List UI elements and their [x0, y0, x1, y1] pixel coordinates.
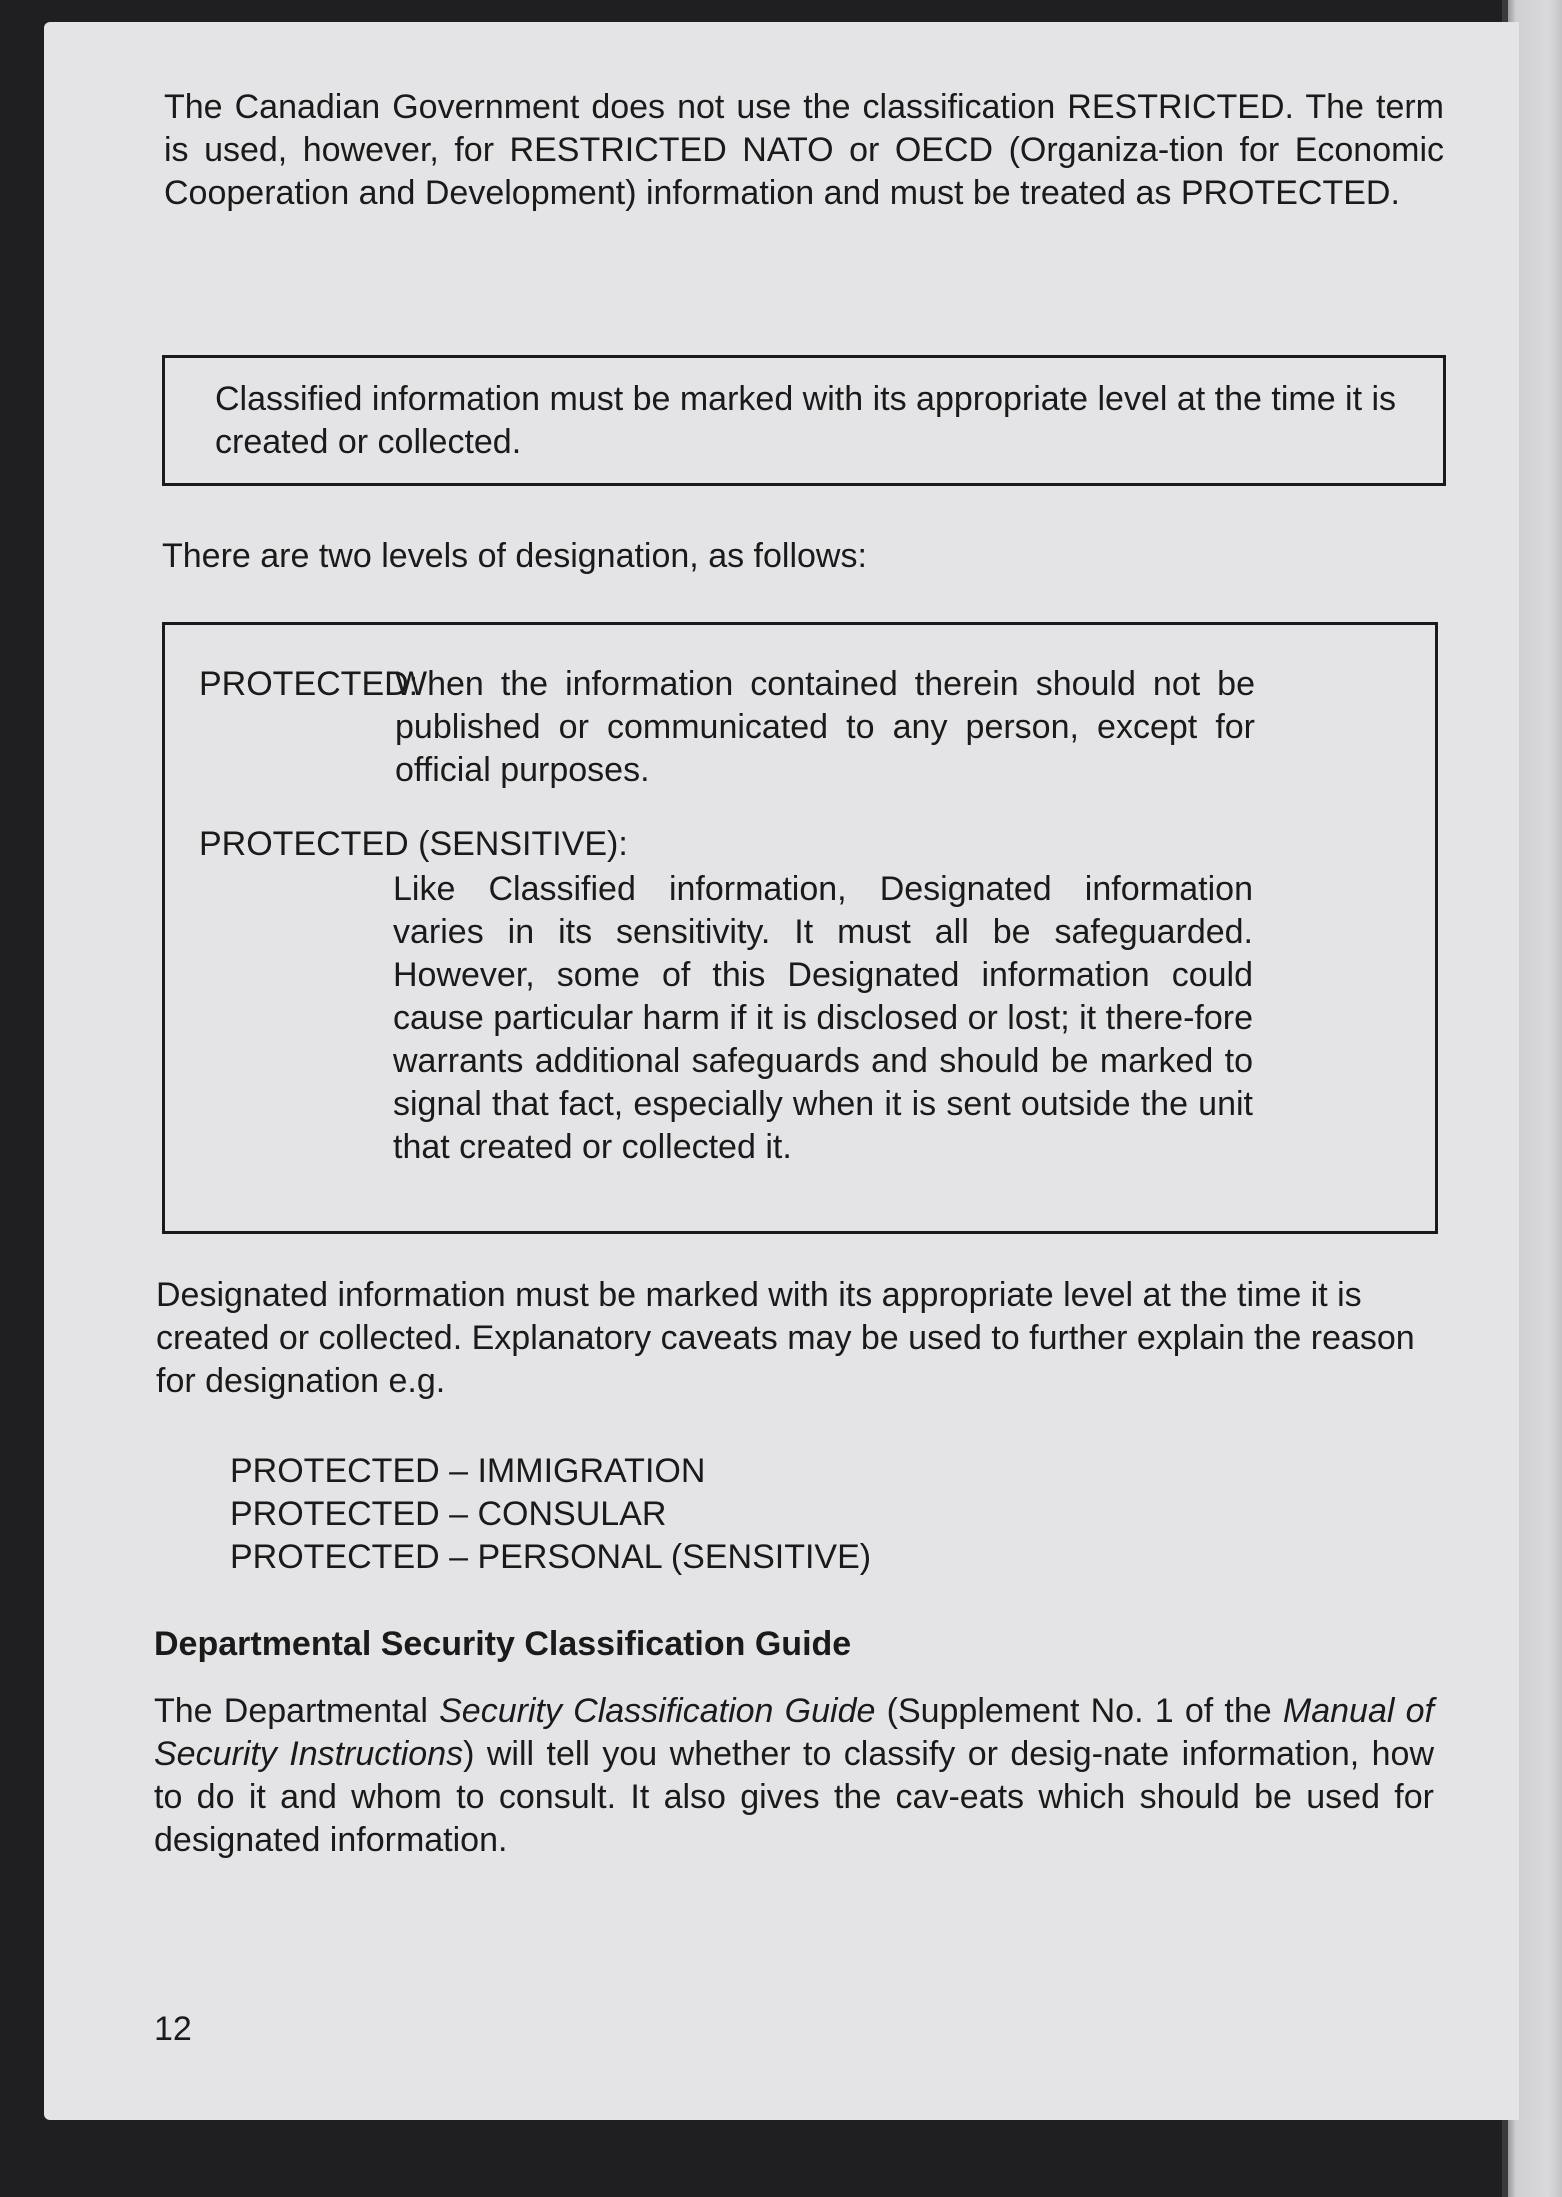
example-personal-sensitive: PROTECTED – PERSONAL (SENSITIVE) — [230, 1538, 872, 1576]
designation-levels-box — [162, 622, 1438, 1234]
guide-title-manual: Manual of Security Instructions — [154, 1692, 1434, 1773]
levels-intro: There are two levels of designation, as follows: — [162, 537, 867, 575]
intro-paragraph: The Canadian Government does not use the classification RESTRICTED. The term is used, however, for RESTRICTED NATO or OECD (Organiza-tion for Economic Cooperation and Development) information and must be treated as PROTECTED. — [164, 88, 1444, 212]
designated-paragraph: Designated information must be marked with its appropriate level at the time it is created or collected. Explanatory caveats may be used to further explain the reason for designation e.g. — [156, 1276, 1415, 1400]
guide-title-classification: Security Classification Guide — [439, 1692, 876, 1730]
document-page — [44, 22, 1519, 2120]
example-consular: PROTECTED – CONSULAR — [230, 1495, 667, 1533]
guide-text-part-3: ) will tell you whether to classify or desig-nate information, how to do it and whom to consult. It also gives the cav-eats which should be used for designated information. — [154, 1735, 1435, 1859]
level-definition-protected: When the information contained therein should not be published or communicated to any person, except for official purposes. — [395, 665, 1255, 789]
page-number: 12 — [154, 2010, 192, 2048]
examples-list — [230, 1450, 871, 1579]
guide-text-part-1: The Departmental — [154, 1692, 440, 1730]
guide-paragraph — [154, 1690, 1434, 1862]
example-immigration: PROTECTED – IMMIGRATION — [230, 1452, 706, 1490]
level-term-protected-sensitive: PROTECTED (SENSITIVE): — [199, 825, 628, 863]
level-term-protected: PROTECTED: — [199, 665, 419, 703]
guide-heading: Departmental Security Classification Guide — [154, 1625, 852, 1663]
level-definition-protected-sensitive: Like Classified information, Designated information varies in its sensitivity. It must all be safeguarded. However, some of this Designated information could cause particular harm if it is disclosed or lost; it there-fore warrants additional safeguards and should be marked to signal that fact, especially when it is sent outside the unit that created or collected it. — [393, 870, 1253, 1166]
classified-notice-text: Classified information must be marked with its appropriate level at the time it is created or collected. — [215, 380, 1397, 461]
classified-notice-box — [162, 355, 1446, 486]
guide-text-part-2: (Supplement No. 1 of the — [875, 1692, 1283, 1730]
